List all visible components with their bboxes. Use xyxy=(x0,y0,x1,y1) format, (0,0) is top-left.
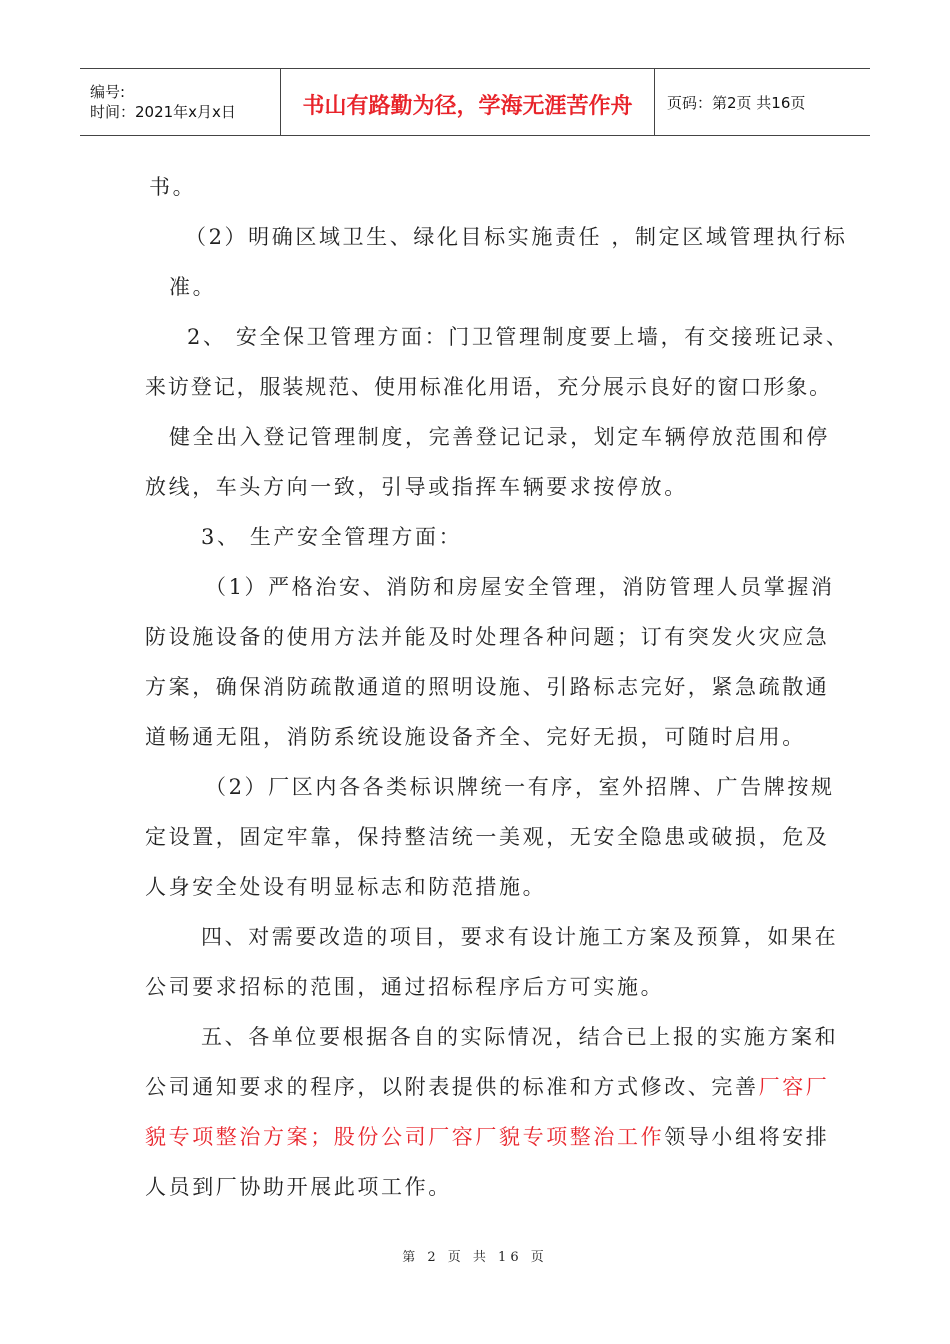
body-line: 人身安全处设有明显标志和防范措施。 xyxy=(145,875,547,899)
body-line: 健全出入登记管理制度，完善登记记录，划定车辆停放范围和停 xyxy=(169,425,830,449)
header-motto-cell xyxy=(280,69,655,135)
body-text: 公司通知要求的程序，以附表提供的标准和方式修改、完善 xyxy=(145,1075,759,1099)
header-meta xyxy=(80,69,280,135)
highlighted-text: 厂容厂 xyxy=(758,1075,830,1099)
body-line: 人员到厂协助开展此项工作。 xyxy=(145,1175,452,1199)
document-time: 时间：2021年x月x日 xyxy=(90,103,236,121)
header-page-number: 页码：第2页 共16页 xyxy=(667,93,806,112)
body-line: 五、各单位要根据各自的实际情况，结合已上报的实施方案和 xyxy=(201,1025,839,1049)
document-header xyxy=(80,68,870,136)
body-text: 领导小组将安排 xyxy=(664,1125,830,1149)
body-line: （1）严格治安、消防和房屋安全管理，消防管理人员掌握消 xyxy=(205,575,835,599)
body-line: 定设置，固定牢靠，保持整洁统一美观，无安全隐患或破损，危及 xyxy=(145,825,830,849)
header-motto: 书山有路勤为径，学海无涯苦作舟 xyxy=(302,93,633,119)
document-body xyxy=(145,162,850,1212)
body-line: （2）厂区内各各类标识牌统一有序，室外招牌、广告牌按规 xyxy=(205,775,835,799)
body-line: 2、 安全保卫管理方面：门卫管理制度要上墙，有交接班记录、 xyxy=(187,325,850,349)
body-line: 放线，车头方向一致，引导或指挥车辆要求按停放。 xyxy=(145,475,688,499)
body-line: 道畅通无阻，消防系统设施设备齐全、完好无损，可随时启用。 xyxy=(145,725,806,749)
body-line: 防设施设备的使用方法并能及时处理各种问题；订有突发火灾应急 xyxy=(145,625,830,649)
document-code-label: 编号: xyxy=(90,83,126,101)
body-line: 准。 xyxy=(169,275,217,299)
page-footer: 第 2 页 共 16 页 xyxy=(402,1250,548,1265)
body-line: 公司要求招标的范围，通过招标程序后方可实施。 xyxy=(145,975,665,999)
header-page-cell xyxy=(655,69,870,135)
body-line: 书。 xyxy=(149,175,197,199)
body-line: （2）明确区域卫生、绿化目标实施责任 ，制定区域管理执行标 xyxy=(185,225,848,249)
highlighted-text: 貌专项整治方案；股份公司厂容厂貌专项整治工作 xyxy=(145,1125,665,1149)
body-line xyxy=(145,1112,830,1162)
body-line: 来访登记，服装规范、使用标准化用语，充分展示良好的窗口形象。 xyxy=(145,375,832,399)
body-line: 四、对需要改造的项目，要求有设计施工方案及预算，如果在 xyxy=(201,925,839,949)
body-line: 3、 生产安全管理方面： xyxy=(201,525,463,549)
body-line: 方案，确保消防疏散通道的照明设施、引路标志完好，紧急疏散通 xyxy=(145,675,830,699)
body-line xyxy=(145,1062,830,1112)
